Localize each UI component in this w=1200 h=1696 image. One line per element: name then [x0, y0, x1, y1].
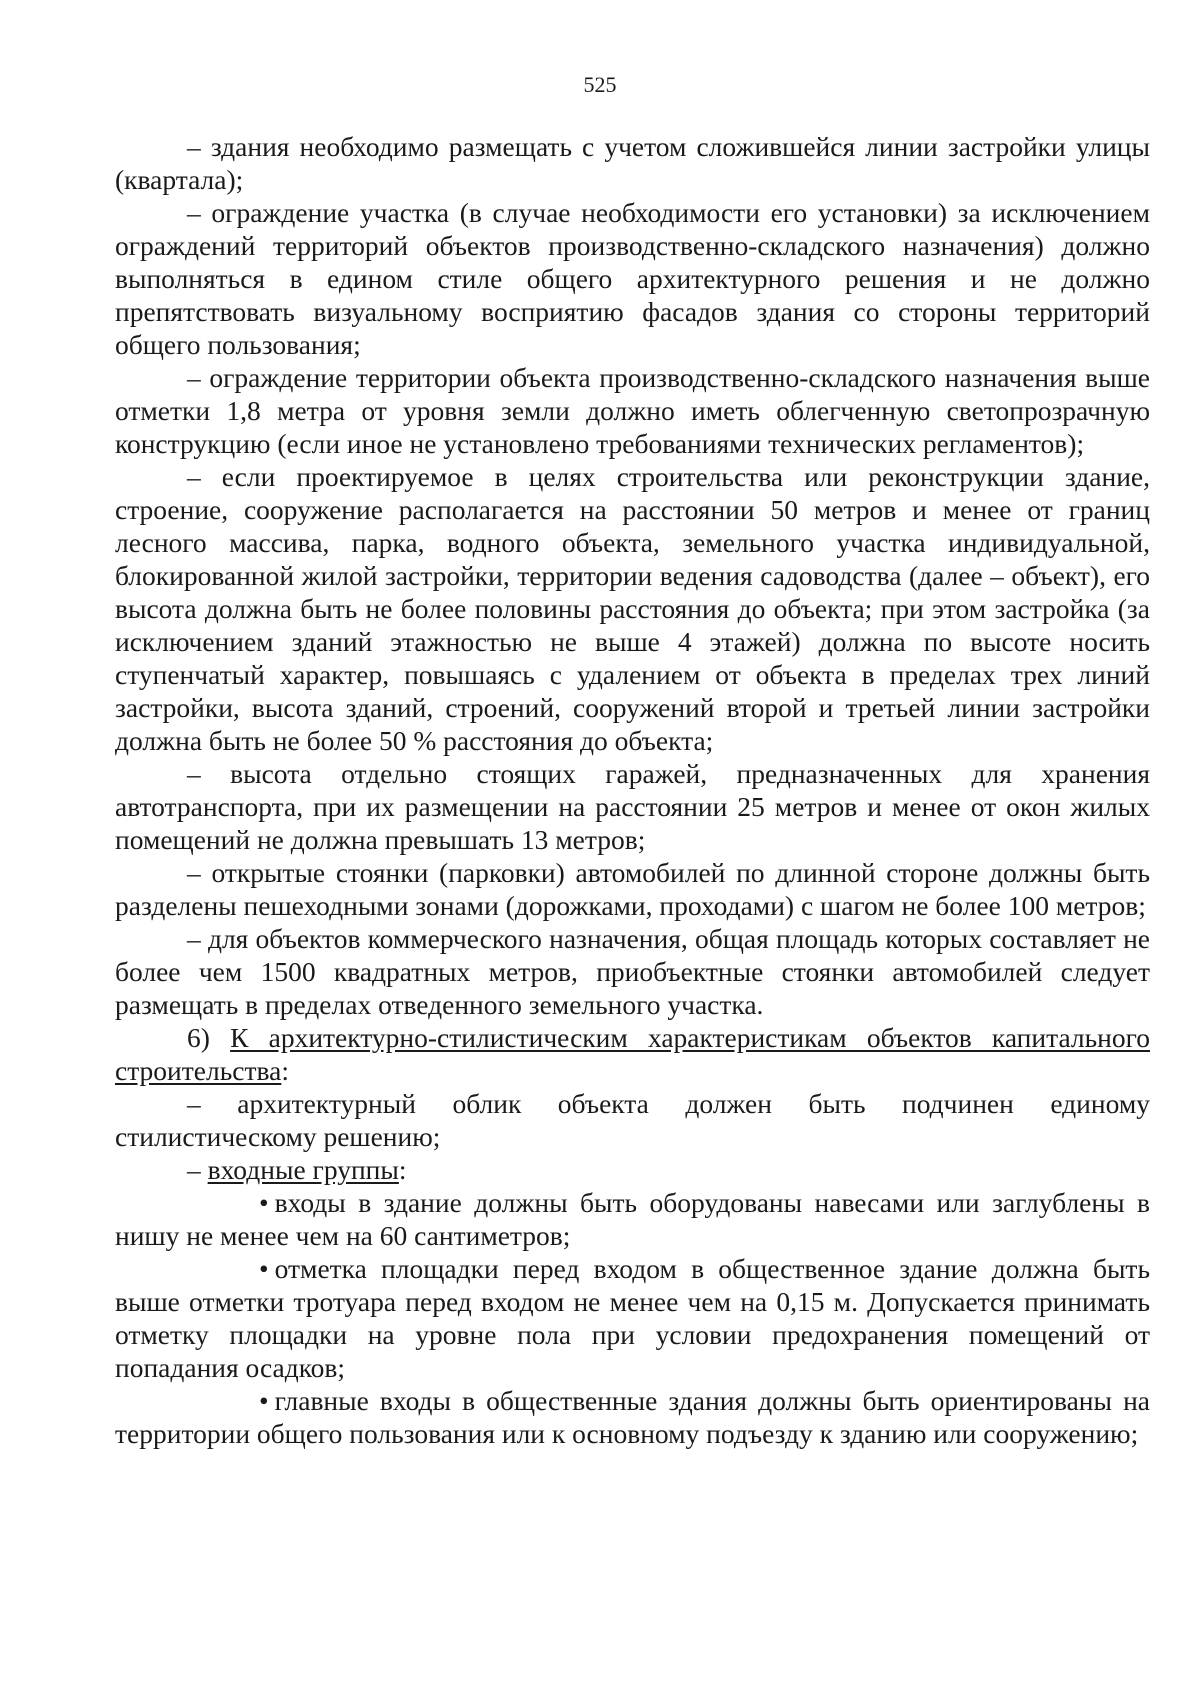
section-number: 6) — [187, 1022, 231, 1053]
paragraph-garage-height: – высота отдельно стоящих гаражей, предназначенных для хранения автотранспорта, при их размещении на расстоянии 25 метров и менее от окон жилых помещений не должна превышать 13 метров; — [115, 758, 1150, 855]
paragraph-industrial-fencing: – ограждение территории объекта производственно-складского назначения выше отметки 1,8 метра от уровня земли должно иметь облегченную светопрозрачную конструкцию (если иное не установлено требованиями технических регламентов); — [115, 362, 1150, 459]
subheading-entrance-groups — [115, 1153, 1150, 1186]
document-body — [115, 130, 1150, 1450]
paragraph-building-placement: – здания необходимо размещать с учетом сложившейся линии застройки улицы (квартала); — [115, 131, 1150, 195]
subheading-underlined: входные группы — [207, 1154, 399, 1185]
bullet-item-main-entrances — [115, 1384, 1150, 1450]
section-heading-architectural — [115, 1021, 1150, 1087]
bullet-text: входы в здание должны быть оборудованы навесами или заглублены в нишу не менее чем на 60 сантиметров; — [115, 1187, 1150, 1251]
paragraph-open-parking: – открытые стоянки (парковки) автомобилей по длинной стороне должны быть разделены пешеходными зонами (дорожками, проходами) с шагом не более 100 метров; — [115, 857, 1150, 921]
paragraph-site-fencing: – ограждение участка (в случае необходимости его установки) за исключением ограждений территорий объектов производственно-складского назначения) должно выполняться в едином стиле общего архитектурного решения и не должно препятствовать визуальному восприятию фасадов здания со стороны территорий общего пользования; — [115, 197, 1150, 360]
paragraph-commercial-parking: – для объектов коммерческого назначения, общая площадь которых составляет не более чем 1500 квадратных метров, приобъектные стоянки автомобилей следует размещать в пределах отведенного земельного участка. — [115, 923, 1150, 1020]
paragraph-architectural-appearance: – архитектурный облик объекта должен быть подчинен единому стилистическому решению; — [115, 1088, 1150, 1152]
paragraph-building-height: – если проектируемое в целях строительства или реконструкции здание, строение, сооружение располагается на расстоянии 50 метров и менее от границ лесного массива, парка, водного объекта, земельного участка индивидуальной, блокированной жилой застройки, территории ведения садоводства (далее – объект), его высота должна быть не более половины расстояния до объекта; при этом застройка (за исключением зданий этажностью не выше 4 этажей) должна по высоте носить ступенчатый характер, повышаясь с удалением от объекта в пределах трех линий застройки, высота зданий, строений, сооружений второй и третьей линии застройки должна быть не более 50 % расстояния до объекта; — [115, 461, 1150, 756]
section-heading-underlined: К архитектурно-стилистическим характеристикам объектов капитального строительства — [115, 1022, 1150, 1086]
bullet-text: главные входы в общественные здания должны быть ориентированы на территории общего пользования или к основному подъезду к зданию или сооружению; — [115, 1385, 1150, 1449]
bullet-icon: • — [259, 1253, 269, 1284]
bullet-item-entrance-level — [115, 1252, 1150, 1384]
subheading-dash: – — [187, 1154, 208, 1185]
subheading-colon: : — [398, 1154, 407, 1185]
section-heading-colon: : — [281, 1055, 289, 1086]
bullet-text: отметка площадки перед входом в общественное здание должна быть выше отметки тротуара перед входом не менее чем на 0,15 м. Допускается принимать отметку площадки на уровне пола при условии предохранения помещений от попадания осадков; — [115, 1253, 1150, 1383]
bullet-icon: • — [259, 1187, 269, 1218]
bullet-icon: • — [259, 1385, 269, 1416]
bullet-item-canopies — [115, 1186, 1150, 1252]
page-number: 525 — [583, 72, 617, 97]
